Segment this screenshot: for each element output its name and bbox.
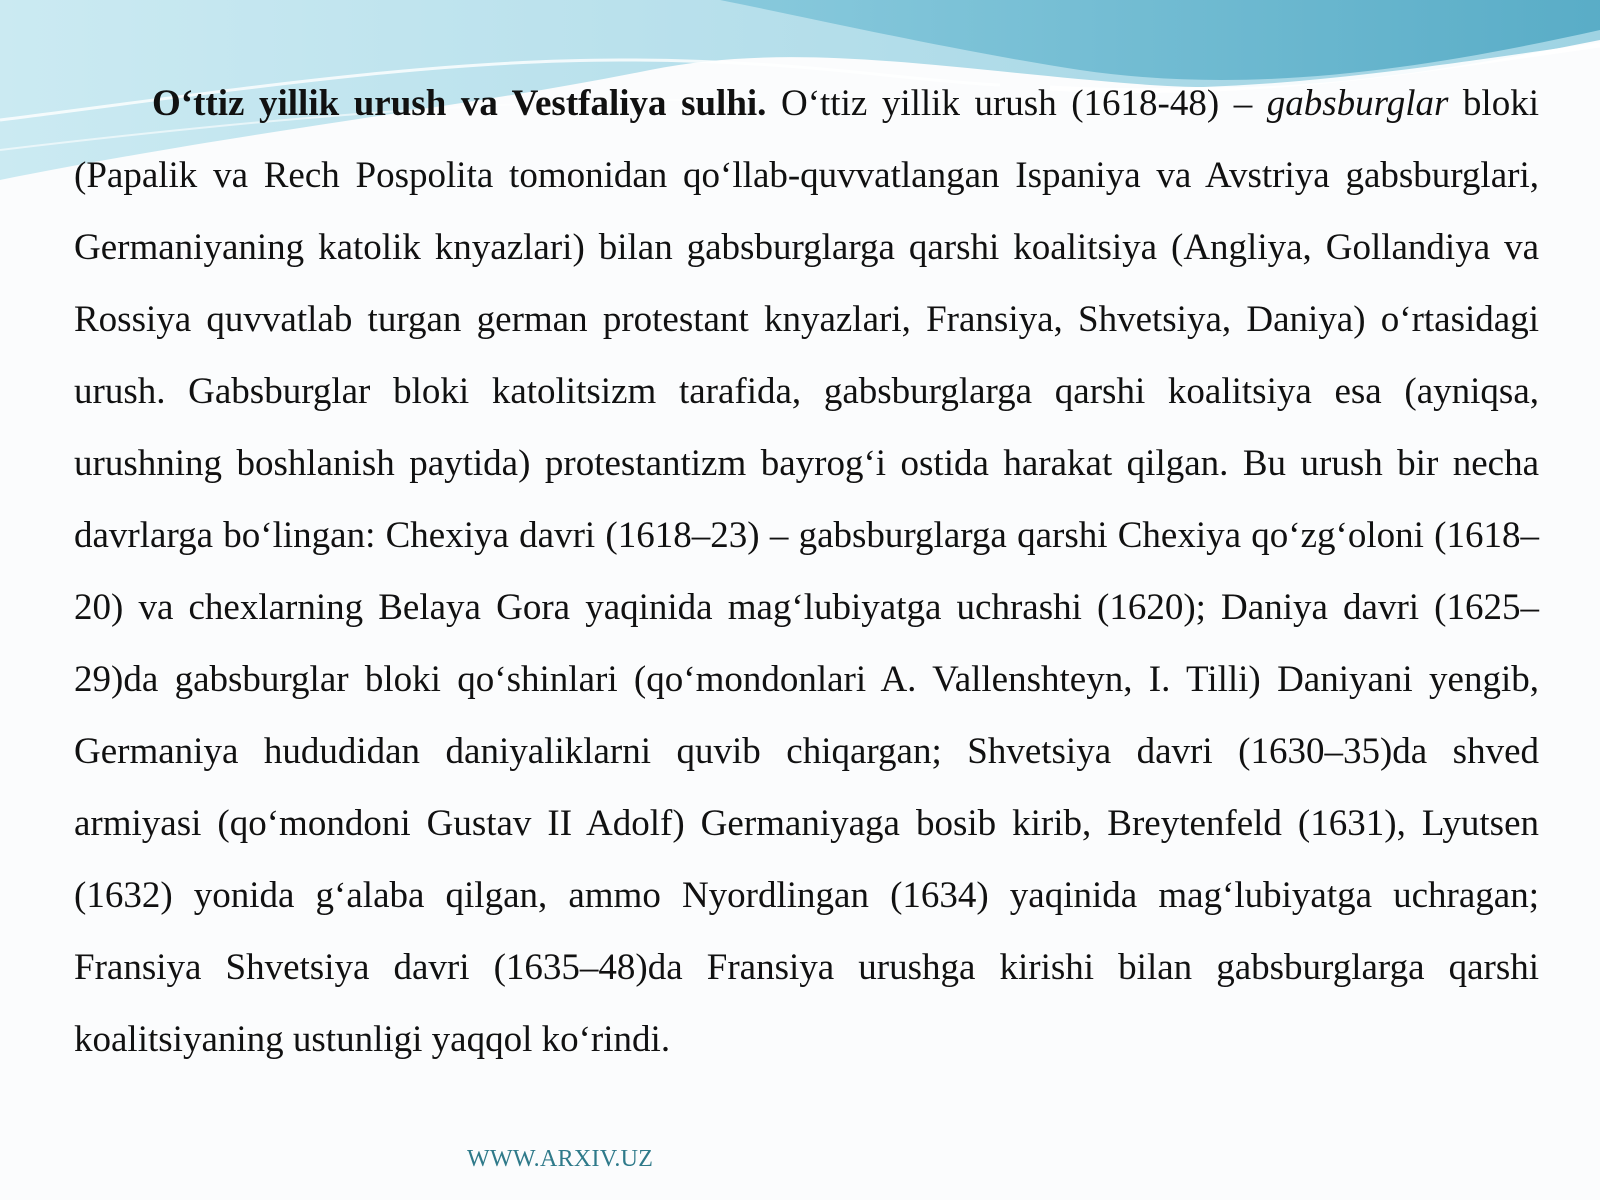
footer-website: WWW.ARXIV.UZ <box>467 1146 654 1172</box>
italic-term: gabsburglar <box>1266 83 1449 124</box>
document-heading: O‘ttiz yillik urush va Vestfaliya sulhi. <box>152 83 767 124</box>
intro-text: O‘ttiz yillik urush (1618-48) – <box>766 83 1267 124</box>
body-text: bloki (Papalik va Rech Pospolita tomonidan qo‘llab-quvvatlangan Ispaniya va Avstriya gabsburglari, Germaniyaning katolik knyazlari) bilan gabsburglarga qarshi koalitsiya (Angliya, Gollandiya va Rossiya quvvatlab turgan german protestant knyazlari, Fransiya, Shvetsiya, Daniya) o‘rtasidagi urush. Gabsburglar bloki katolitsizm tarafida, gabsburglarga qarshi koalitsiya esa (ayniqsa, urushning boshlanish paytida) protestantizm bayrog‘i ostida harakat qilgan. Bu urush bir necha davrlarga bo‘lingan: Chexiya davri (1618–23) – gabsburglarga qarshi Chexiya qo‘zg‘oloni (1618–20) va chexlarning Belaya Gora yaqinida mag‘lubiyatga uchrashi (1620); Daniya davri (1625–29)da gabsburglar bloki qo‘shinlari (qo‘mondonlari A. Vallenshteyn, I. Tilli) Daniyani yengib, Germaniya hududidan daniyaliklarni quvib chiqargan; Shvetsiya davri (1630–35)da shved armiyasi (qo‘mondoni Gustav II Adolf) Germaniyaga bosib kirib, Breytenfeld (1631), Lyutsen (1632) yonida g‘alaba qilgan, ammo Nyordlingan (1634) yaqinida mag‘lubiyatga uchragan; Fransiya Shvetsiya davri (1635–48)da Fransiya urushga kirishi bilan gabsburglarga qarshi koalitsiyaning ustunligi yaqqol ko‘rindi. <box>74 83 1539 1060</box>
document-paragraph <box>74 68 1539 1076</box>
